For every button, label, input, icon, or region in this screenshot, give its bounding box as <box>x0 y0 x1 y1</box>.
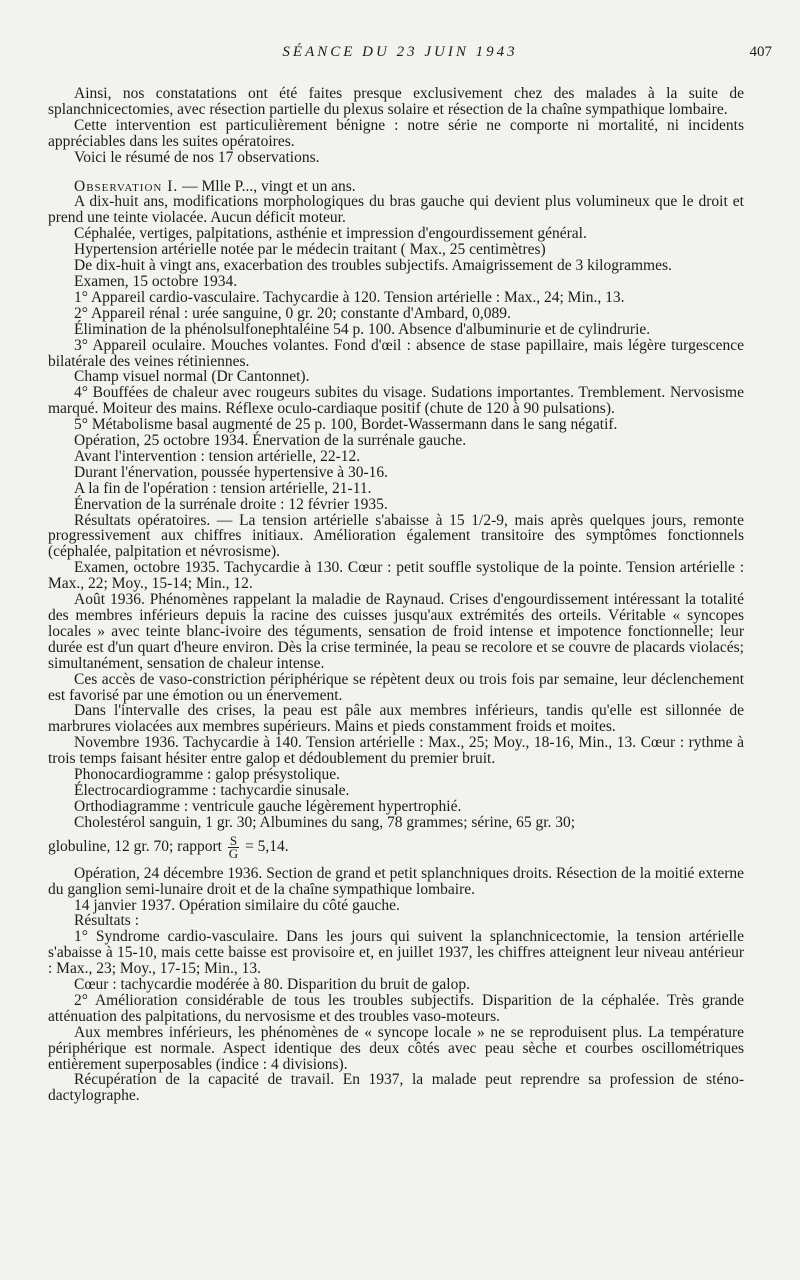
paragraph: A dix-huit ans, modifications morphologiques du bras gauche qui devient plus volumineux que le droit et prend une teinte violacée. Aucun déficit moteur. <box>48 193 744 227</box>
paragraph: Résultats : <box>74 912 140 930</box>
page-number: 407 <box>749 44 772 60</box>
paragraph: Ces accès de vaso-constriction périphérique se répètent deux ou trois fois par semaine, leur déclenchement est favorisé par une émotion ou un énervement. <box>48 670 744 704</box>
paragraph: 1° Appareil cardio-vasculaire. Tachycardie à 120. Tension artérielle : Max., 24; Min., 13. <box>74 288 625 306</box>
paragraph: Cholestérol sanguin, 1 gr. 30; Albumines du sang, 78 grammes; sérine, 65 gr. 30; <box>74 813 576 831</box>
ratio-result: = 5,14. <box>245 837 289 855</box>
paragraph: Durant l'énervation, poussée hypertensive à 30-16. <box>74 463 388 481</box>
paragraph: Récupération de la capacité de travail. En 1937, la malade peut reprendre sa profession de sténo-dactylographe. <box>48 1071 744 1105</box>
article-body <box>48 86 744 1104</box>
paragraph: Élimination de la phénolsulfonephtaléine 54 p. 100. Absence d'albuminurie et de cylindrurie. <box>74 320 651 338</box>
ratio-denominator: G <box>228 845 239 861</box>
paragraph: Voici le résumé de nos 17 observations. <box>74 148 320 166</box>
paragraph: Août 1936. Phénomènes rappelant la maladie de Raynaud. Crises d'engourdissement intéressant la totalité des membres inférieurs depuis la racine des cuisses jusqu'aux extrémités des orteils. Véritable « syncopes locales » avec teinte blanc-ivoire des téguments, sensation de froid intense et impotence fonctionnelle; leur durée est d'un quart d'heure environ. Dès la crise terminée, la peau se recolore et se couvre de placards violacés; simultanément, sensation de chaleur intense. <box>48 591 744 672</box>
paragraph: Champ visuel normal (Dr Cantonnet). <box>74 368 310 386</box>
paragraph: A la fin de l'opération : tension artérielle, 21-11. <box>74 479 372 497</box>
paragraph: 5° Métabolisme basal augmenté de 25 p. 100, Bordet-Wassermann dans le sang négatif. <box>74 416 618 434</box>
paragraph: Phonocardiogramme : galop présystolique. <box>74 766 341 784</box>
paragraph: Opération, 25 octobre 1934. Énervation de la surrénale gauche. <box>74 432 467 450</box>
paragraph: 1° Syndrome cardio-vasculaire. Dans les jours qui suivent la splanchnicectomie, la tension artérielle s'abaisse à 15-10, mais cette baisse est provisoire et, en juillet 1937, les chiffres atteignent leur niveau antérieur : Max., 23; Moy., 17-15; Min., 13. <box>48 928 744 978</box>
paragraph: Résultats opératoires. — La tension artérielle s'abaisse à 15 1/2-9, mais après quelques jours, remonte progressivement aux chiffres initiaux. Amélioration également transitoire des symptômes fonctionnels (céphalée, palpitation et névrosisme). <box>48 511 744 561</box>
paragraph: Ainsi, nos constatations ont été faites presque exclusivement chez des malades à la suite de splanchnicectomies, avec résection partielle du plexus solaire et résection de la chaîne sympathique lombaire. <box>48 85 744 118</box>
paragraph: Électrocardiogramme : tachycardie sinusale. <box>74 781 350 799</box>
paragraph: Aux membres inférieurs, les phénomènes de « syncope locale » ne se reproduisent plus. La température périphérique est normale. Aspect identique des deux côtés avec peau sèche et courbes oscillométriques entièrement superposables (indice : 4 divisions). <box>48 1023 744 1073</box>
ratio-numerator: S <box>228 835 239 848</box>
paragraph: Hypertension artérielle notée par le médecin traitant ( Max., 25 centimètres) <box>74 241 546 259</box>
paragraph: Dans l'intervalle des crises, la peau est pâle aux membres inférieurs, tandis qu'elle est sillonnée de marbrures violacées aux membres supérieurs. Mains et pieds constamment froids et moites. <box>48 702 744 736</box>
paragraph: 4° Bouffées de chaleur avec rougeurs subites du visage. Sudations importantes. Tremblement. Nervosisme marqué. Moiteur des mains. Réflexe oculo-cardiaque positif (chute de 120 à 90 pulsations). <box>48 384 744 418</box>
paragraph: Cette intervention est particulièrement bénigne : notre série ne comporte ni mortalité, ni incidents appréciables dans les suites opératoires. <box>48 116 744 150</box>
paragraph: Opération, 24 décembre 1936. Section de grand et petit splanchniques droits. Résection de la moitié externe du ganglion semi-lunaire droit et de la chaîne sympathique lombaire. <box>48 864 744 898</box>
paragraph: Orthodiagramme : ventricule gauche légèrement hypertrophié. <box>74 797 462 815</box>
page-header <box>0 44 800 66</box>
paragraph: Examen, 15 octobre 1934. <box>74 272 238 290</box>
paragraph: 3° Appareil oculaire. Mouches volantes. Fond d'œil : absence de stase papillaire, mais légère turgescence bilatérale des veines rétiniennes. <box>48 336 744 370</box>
paragraph: Examen, octobre 1935. Tachycardie à 130. Cœur : petit souffle systolique de la pointe. Tension artérielle : Max., 22; Moy., 15-14; Min., 12. <box>48 559 744 593</box>
observation-patient: — Mlle P..., vingt et un ans. <box>178 177 356 195</box>
paragraph: 2° Amélioration considérable de tous les troubles subjectifs. Disparition de la céphalée. Très grande atténuation des palpitations, du nervosisme et des troubles vaso-moteurs. <box>48 991 744 1025</box>
ratio-line <box>48 832 744 861</box>
running-title: SÉANCE DU 23 JUIN 1943 <box>282 44 518 60</box>
paragraph: Céphalée, vertiges, palpitations, asthénie et impression d'engourdissement général. <box>74 225 587 243</box>
paragraph: Novembre 1936. Tachycardie à 140. Tension artérielle : Max., 25; Moy., 18-16, Min., 13. Cœur : rythme à trois temps faisant hésiter entre galop et dédoublement du premier bruit. <box>48 734 744 768</box>
ratio-fraction <box>228 832 239 861</box>
paragraph: 2° Appareil rénal : urée sanguine, 0 gr. 20; constante d'Ambard, 0,089. <box>74 304 511 322</box>
observation-label: Observation I. <box>74 177 179 195</box>
paragraph: Cœur : tachycardie modérée à 80. Disparition du bruit de galop. <box>74 976 470 994</box>
observation-heading <box>48 179 744 195</box>
ratio-text: globuline, 12 gr. 70; rapport <box>48 837 222 855</box>
paragraph: De dix-huit à vingt ans, exacerbation des troubles subjectifs. Amaigrissement de 3 kilogrammes. <box>74 257 672 275</box>
paragraph: 14 janvier 1937. Opération similaire du côté gauche. <box>74 896 400 914</box>
paragraph: Avant l'intervention : tension artérielle, 22-12. <box>74 447 361 465</box>
paragraph: Énervation de la surrénale droite : 12 février 1935. <box>74 495 388 513</box>
